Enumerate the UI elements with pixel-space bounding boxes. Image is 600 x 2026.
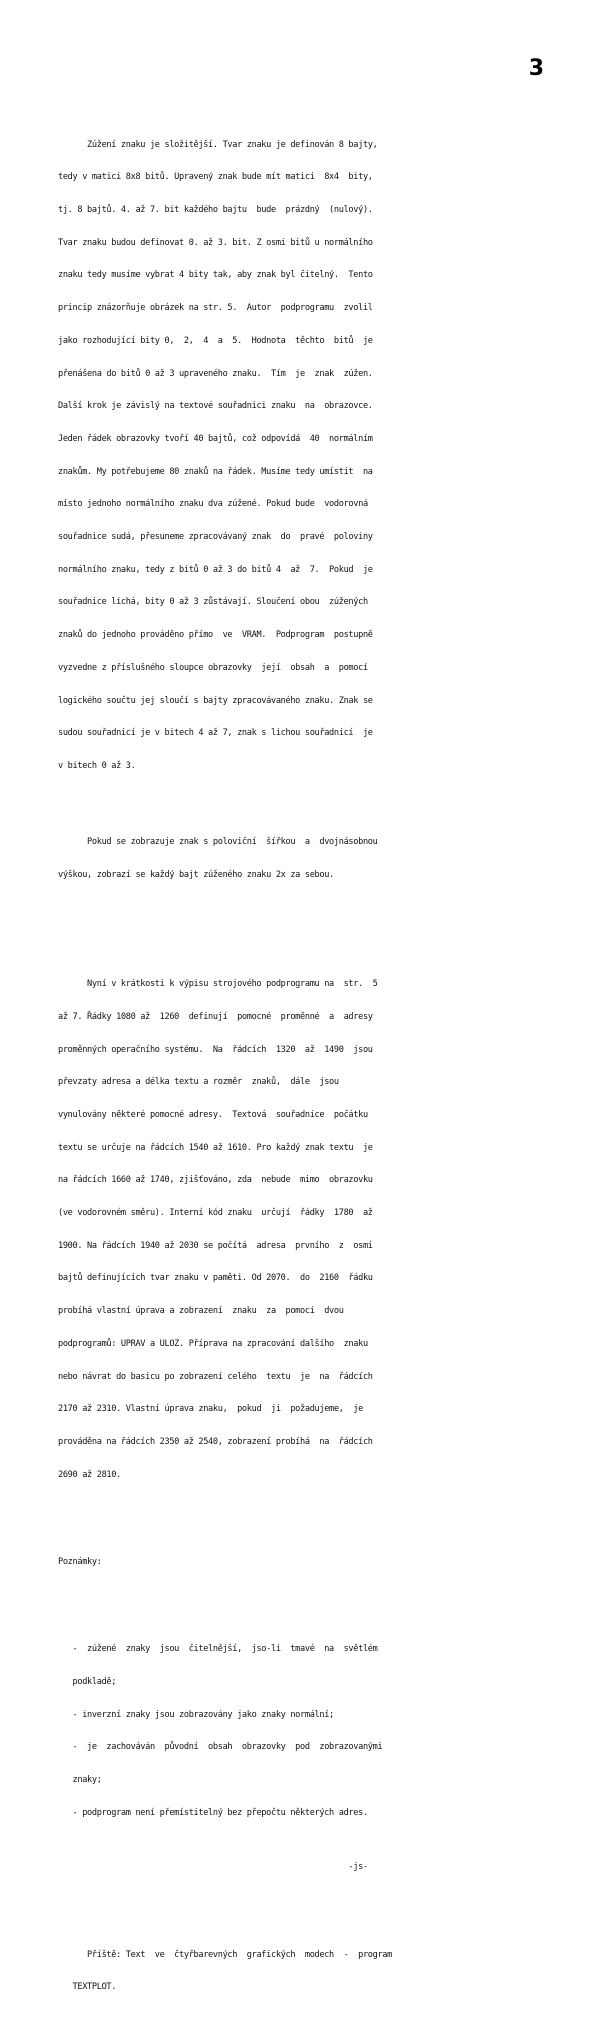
text-line: místo jednoho normálního znaku dva zúžené. Pokud bude vodorovná <box>58 499 368 510</box>
text-line: až 7. Řádky 1080 až 1260 definují pomocné proměnné a adresy <box>58 1011 373 1022</box>
text-line: výškou, zobrazí se každý bajt zúženého znaku 2x za sebou. <box>58 870 334 881</box>
article-body <box>58 96 522 2026</box>
text-line: podprogramů: UPRAV a ULOZ. Příprava na zpracování dalšího znaku <box>58 1338 368 1349</box>
text-line: 2170 až 2310. Vlastní úprava znaku, pokud ji požadujeme, je <box>58 1404 363 1415</box>
text-line: v bitech 0 až 3. <box>58 760 136 771</box>
text-line: bajtů definujících tvar znaku v paměti. Od 2070. do 2160 řádku <box>58 1273 373 1284</box>
text-line: znaků do jednoho prováděno přímo ve VRAM. Podprogram postupně <box>58 630 373 641</box>
paragraph-double-height <box>58 816 522 903</box>
text-line: (ve vodorovném směru). Interní kód znaku určují řádky 1780 až <box>58 1208 373 1219</box>
note-line: znaky; <box>58 1775 102 1786</box>
page-number: 3 <box>528 56 544 81</box>
text-line: převzaty adresa a délka textu a rozměr znaků, dále jsou <box>58 1077 339 1088</box>
note-line: - je zachováván původní obsah obrazovky pod zobrazovanými <box>58 1742 383 1753</box>
text-line: normálního znaku, tedy z bitů 0 až 3 do bitů 4 až 7. Pokud je <box>58 564 373 575</box>
text-line: znaku tedy musíme vybrat 4 bity tak, aby znak byl čitelný. Tento <box>58 270 373 281</box>
text-line: tj. 8 bajtů. 4. až 7. bit každého bajtu bude prázdný (nulový). <box>58 205 373 216</box>
text-line: Pokud se zobrazuje znak s poloviční šířkou a dvojnásobnou <box>58 837 378 848</box>
note-line: - zúžené znaky jsou čitelnější, jso-li tmavé na světlém <box>58 1644 378 1655</box>
text-line: princip znázorňuje obrázek na str. 5. Autor podprogramu zvolil <box>58 303 373 314</box>
text-line: Příště: Text ve čtyřbarevných grafických modech - program <box>58 1949 392 1960</box>
text-line: prováděna na řádcích 2350 až 2540, zobrazení probíhá na řádcích <box>58 1437 373 1447</box>
text-line: proměnných operačního systému. Na řádcích 1320 až 1490 jsou <box>58 1044 373 1055</box>
text-line: probíhá vlastní úprava a zobrazení znaku za pomoci dvou <box>58 1306 344 1317</box>
notes-list <box>58 1623 522 1841</box>
text-line: vyzvedne z příslušného sloupce obrazovky její obsah a pomocí <box>58 662 368 673</box>
text-line: 1900. Na řádcích 1940 až 2030 se počítá adresa prvního z osmi <box>58 1240 373 1251</box>
text-line: souřadnice sudá, přesuneme zpracovávaný znak do pravé poloviny <box>58 532 373 543</box>
paragraph-listing-description <box>58 957 522 1502</box>
author-signature: -js- <box>58 1862 368 1873</box>
text-line: tedy v matici 8x8 bitů. Upravený znak bude mít matici 8x4 bity, <box>58 172 373 183</box>
text-line: přenášena do bitů 0 až 3 upraveného znaku. Tím je znak zúžen. <box>58 368 373 379</box>
note-line: - inverzní znaky jsou zobrazovány jako znaky normální; <box>58 1709 334 1720</box>
paragraph-narrowing <box>58 118 522 794</box>
text-line: Nyní v krátkosti k výpisu strojového podprogramu na str. 5 <box>58 979 378 990</box>
text-line: TEXTPLOT. <box>58 1982 117 1993</box>
text-line: textu se určuje na řádcích 1540 až 1610. Pro každý znak textu je <box>58 1142 373 1153</box>
note-line: podkladě; <box>58 1677 117 1688</box>
text-line: logického součtu jej sloučí s bajty zpracovávaného znaku. Znak se <box>58 695 373 706</box>
text-line: Zúžení znaku je složitější. Tvar znaku je definován 8 bajty, <box>58 139 378 150</box>
text-line: Další krok je závislý na textové souřadnici znaku na obrazovce. <box>58 401 373 412</box>
next-issue-teaser <box>58 1928 522 2015</box>
text-line: na řádcích 1660 až 1740, zjišťováno, zda nebude mimo obrazovku <box>58 1175 373 1186</box>
text-line: nebo návrat do basicu po zobrazení celého textu je na řádcích <box>58 1371 373 1382</box>
text-line: Tvar znaku budou definovat 0. až 3. bit. Z osmi bitů u normálního <box>58 237 373 248</box>
text-line: souřadnice lichá, bity 0 až 3 zůstávají. Sloučení obou zúžených <box>58 597 368 608</box>
text-line: jako rozhodující bity 0, 2, 4 a 5. Hodnota těchto bitů je <box>58 335 373 346</box>
text-line: znakům. My potřebujeme 80 znaků na řádek. Musíme tedy umístit na <box>58 466 373 477</box>
note-line: - podprogram není přemístitelný bez přepočtu některých adres. <box>58 1807 368 1818</box>
text-line: sudou souřadnicí je v bitech 4 až 7, znak s lichou souřadnicí je <box>58 728 373 739</box>
notes-heading: Poznámky: <box>58 1557 102 1568</box>
text-line: Jeden řádek obrazovky tvoří 40 bajtů, což odpovídá 40 normálním <box>58 433 373 444</box>
text-line: 2690 až 2810. <box>58 1469 121 1480</box>
text-line: vynulovány některé pomocné adresy. Textová souřadnice počátku <box>58 1109 368 1120</box>
